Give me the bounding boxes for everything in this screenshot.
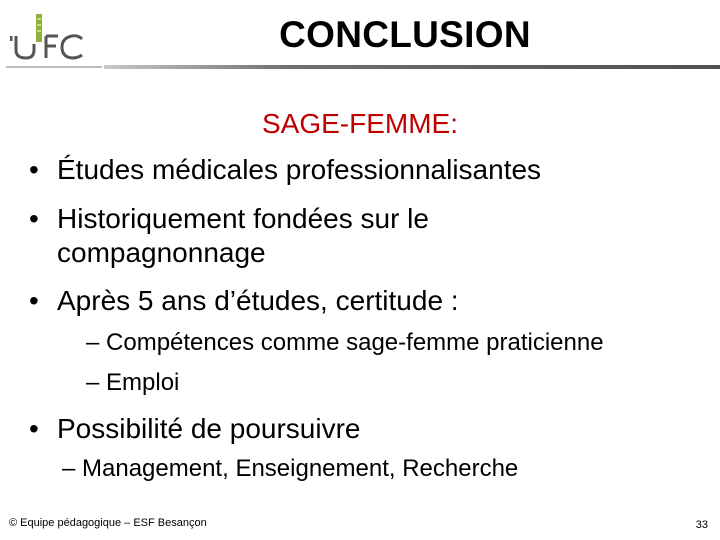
bullet-marker: •	[29, 285, 39, 316]
footer-copyright: © Equipe pédagogique – ESF Besançon	[9, 517, 207, 529]
slide-title: CONCLUSION	[279, 14, 531, 55]
page-number: 33	[695, 519, 708, 531]
bullet-marker: •	[29, 203, 39, 234]
bullet-marker: •	[29, 154, 39, 185]
bullet-text: Après 5 ans d’études, certitude :	[57, 285, 459, 316]
sub-item: – Management, Enseignement, Recherche	[62, 455, 519, 482]
ufc-logo	[6, 14, 106, 74]
sub-item: – Compétences comme sage-femme praticienne	[86, 329, 604, 356]
bullet-text: Études médicales professionnalisantes	[57, 154, 542, 185]
bullet-text: Possibilité de poursuivre	[57, 413, 361, 444]
sub-item: – Emploi	[86, 369, 180, 396]
slide-subtitle	[0, 108, 720, 140]
header-rule	[104, 65, 720, 69]
subtitle-text: SAGE-FEMME:	[261, 108, 458, 139]
bullet-text-continued: compagnonnage	[57, 237, 266, 268]
bullet-text: Historiquement fondées sur le	[57, 203, 429, 234]
bullet-marker: •	[29, 413, 39, 444]
